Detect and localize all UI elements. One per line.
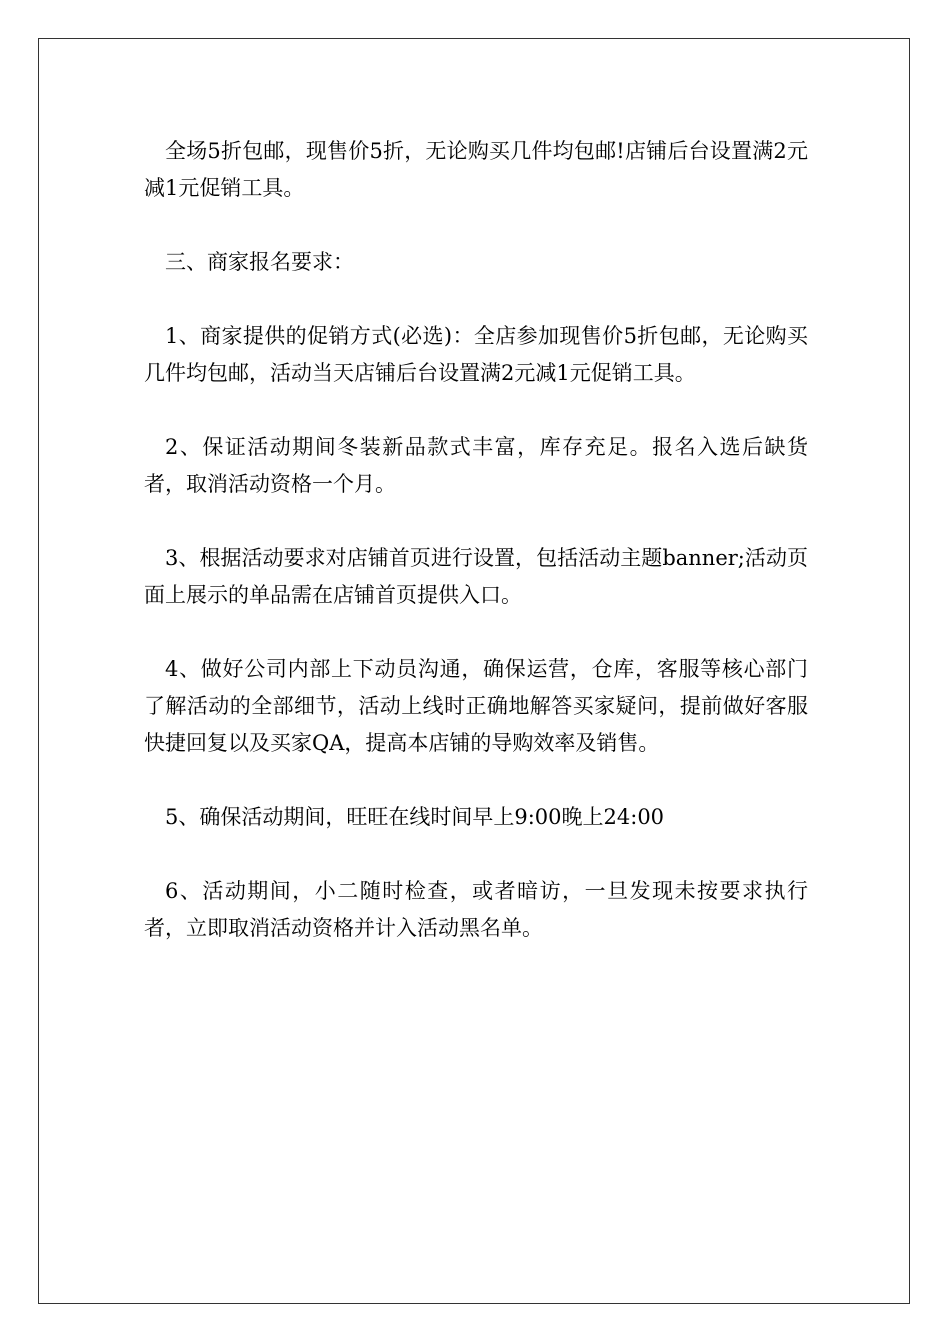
paragraph-promo-intro: 全场5折包邮，现售价5折，无论购买几件均包邮!店铺后台设置满2元减1元促销工具。 [144,139,808,200]
document-body [144,133,808,984]
requirement-item-6: 6、活动期间，小二随时检查，或者暗访，一旦发现未按要求执行者，立即取消活动资格并计入活动黑名单。 [144,879,808,940]
requirement-item-2: 2、保证活动期间冬装新品款式丰富，库存充足。报名入选后缺货者，取消活动资格一个月。 [144,435,808,496]
requirement-item-3: 3、根据活动要求对店铺首页进行设置，包括活动主题banner;活动页面上展示的单品需在店铺首页提供入口。 [144,546,808,607]
section-heading-merchant-requirements: 三、商家报名要求： [165,250,354,274]
requirement-item-5: 5、确保活动期间，旺旺在线时间早上9:00晚上24:00 [165,805,665,829]
requirement-item-4: 4、做好公司内部上下动员沟通，确保运营，仓库，客服等核心部门了解活动的全部细节，活动上线时正确地解答买家疑问，提前做好客服快捷回复以及买家QA，提高本店铺的导购效率及销售。 [144,657,808,755]
requirement-item-1: 1、商家提供的促销方式(必选)：全店参加现售价5折包邮，无论购买几件均包邮，活动当天店铺后台设置满2元减1元促销工具。 [144,324,808,385]
